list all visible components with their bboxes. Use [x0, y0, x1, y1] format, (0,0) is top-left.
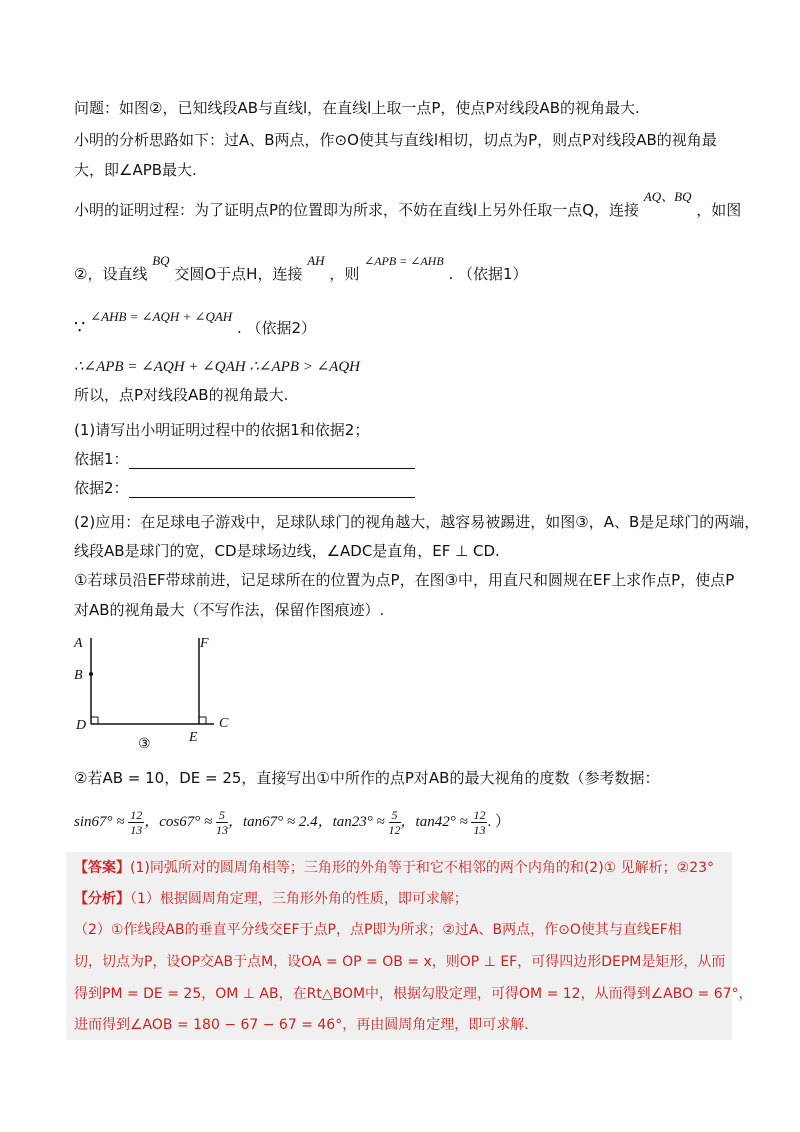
analysis-text-1: （1）根据圆周角定理，三角形外角的性质，即可求解； — [130, 891, 468, 907]
label-b: B — [74, 668, 83, 683]
cos-67: ，cos67° ≈ — [144, 814, 216, 830]
label-e: E — [189, 730, 198, 745]
tan-42: ，tan42° ≈ — [400, 814, 472, 830]
fraction-5-12 — [389, 808, 401, 837]
label-a: A — [74, 636, 83, 651]
math-bq: BQ — [152, 253, 170, 268]
problem-line-3: 大，即∠APB最大. — [74, 161, 197, 179]
sin-67: sin67° ≈ — [74, 814, 129, 830]
ref-data-end: . ） — [487, 814, 510, 830]
basis-2-blank[interactable] — [129, 483, 415, 498]
math-aq-bq: AQ、BQ — [643, 189, 692, 204]
fraction-num: 5 — [389, 808, 401, 823]
fraction-den: 12 — [388, 823, 401, 838]
fraction-num: 12 — [130, 808, 143, 823]
because-symbol: ∵ — [74, 317, 86, 338]
problem-line-1: 问题：如图②，已知线段AB与直线l，在直线l上取一点P，使点P对线段AB的视角最大. — [74, 99, 640, 117]
q2-line-4: 对AB的视角最大（不写作法，保留作图痕迹）. — [74, 601, 385, 619]
basis-1-blank[interactable] — [129, 454, 415, 469]
q2-line-6 — [74, 805, 510, 839]
right-angle-e — [199, 717, 206, 724]
label-f: F — [200, 636, 209, 651]
figure-caption: ③ — [138, 737, 151, 752]
math-ah: AH — [307, 253, 325, 268]
right-angle-d — [91, 717, 98, 724]
proof-intro-end: ，如图 — [696, 201, 742, 219]
fraction-den: 13 — [130, 823, 143, 838]
problem-line-2: 小明的分析思路如下：过A、B两点，作⊙O使其与直线l相切，切点为P，则点P对线段AB的视角最 — [74, 131, 717, 149]
answer-tag: 【答案】 — [74, 860, 130, 876]
analysis-line-5: 进而得到∠AOB = 180 − 67 − 67 = 46°，再由圆周角定理，即可求解. — [74, 1017, 529, 1033]
q2-line-5: ②若AB = 10，DE = 25，直接写出①中所作的点P对AB的最大视角的度数（参考数据： — [74, 769, 660, 787]
basis-1-label: 依据1： — [74, 450, 129, 468]
fraction-5-13 — [216, 808, 228, 837]
q1-basis-1 — [74, 449, 415, 469]
text-then: ，则 — [329, 265, 360, 283]
tan-67-23: ，tan67° ≈ 2.4，tan23° ≈ — [227, 814, 389, 830]
q1-title: (1)请写出小明证明过程中的依据1和依据2； — [74, 421, 370, 439]
fraction-num: 12 — [473, 808, 486, 823]
basis-2-label: 依据2： — [74, 479, 129, 497]
answer-line — [74, 858, 714, 878]
q2-line-2: 线段AB是球门的宽，CD是球场边线，∠ADC是直角，EF ⊥ CD. — [74, 542, 500, 560]
label-c: C — [219, 716, 229, 731]
fraction-num: 5 — [216, 808, 228, 823]
q2-line-1: (2)应用：在足球电子游戏中，足球队球门的视角越大，越容易被踢进，如图③，A、B是足球门的两端， — [74, 513, 760, 531]
text-intersect: 交圆O于点H，连接 — [174, 265, 303, 283]
answer-text: (1)同弧所对的圆周角相等；三角形的外角等于和它不相邻的两个内角的和(2)① 见解析；②23° — [130, 860, 715, 876]
problem-line-6 — [74, 309, 317, 339]
analysis-line-4: 得到PM = DE = 25，OM ⊥ AB，在Rt△BOM中，根据勾股定理，可得OM = 12，从而得到∠ABO = 67°， — [74, 986, 753, 1002]
answer-box — [66, 852, 732, 1040]
fraction-12-13 — [128, 808, 144, 837]
math-ahb-eq: ∠AHB = ∠AQH + ∠QAH — [90, 309, 233, 324]
proof-intro: 小明的证明过程：为了证明点P的位置即为所求，不妨在直线l上另外任取一点Q，连接 — [74, 201, 640, 219]
analysis-tag: 【分析】 — [74, 891, 130, 907]
point-b — [89, 672, 93, 676]
q1-basis-2 — [74, 478, 415, 498]
problem-line-4 — [74, 189, 742, 221]
analysis-line-2: （2）①作线段AB的垂直平分线交EF于点P，点P即为所求；②过A、B两点，作⊙O使其与直线EF相 — [74, 922, 682, 938]
math-apb-eq-ahb: ∠APB = ∠AHB — [364, 254, 444, 268]
figure-3 — [68, 628, 248, 758]
fraction-den: 13 — [215, 823, 228, 838]
problem-line-8: 所以，点P对线段AB的视角最大. — [74, 386, 289, 404]
analysis-line-1 — [74, 889, 468, 909]
text-basis-2: . （依据2） — [236, 319, 317, 337]
q2-line-3: ①若球员沿EF带球前进，记足球所在的位置为点P，在图③中，用直尺和圆规在EF上求作点P，使点P — [74, 571, 735, 589]
analysis-line-3: 切，切点为P，设OP交AB于点M，设OA = OP = OB = x，则OP ⊥ EF，可得四边形DEPM是矩形，从而 — [74, 954, 726, 970]
fraction-12-13-b — [471, 808, 487, 837]
problem-line-7: ∴∠APB = ∠AQH + ∠QAH ∴∠APB > ∠AQH — [74, 359, 361, 375]
fraction-den: 13 — [473, 823, 486, 838]
text-basis-1: . （依据1） — [448, 265, 528, 283]
text-set-line: ②，设直线 — [74, 265, 148, 283]
label-d: D — [76, 718, 87, 733]
